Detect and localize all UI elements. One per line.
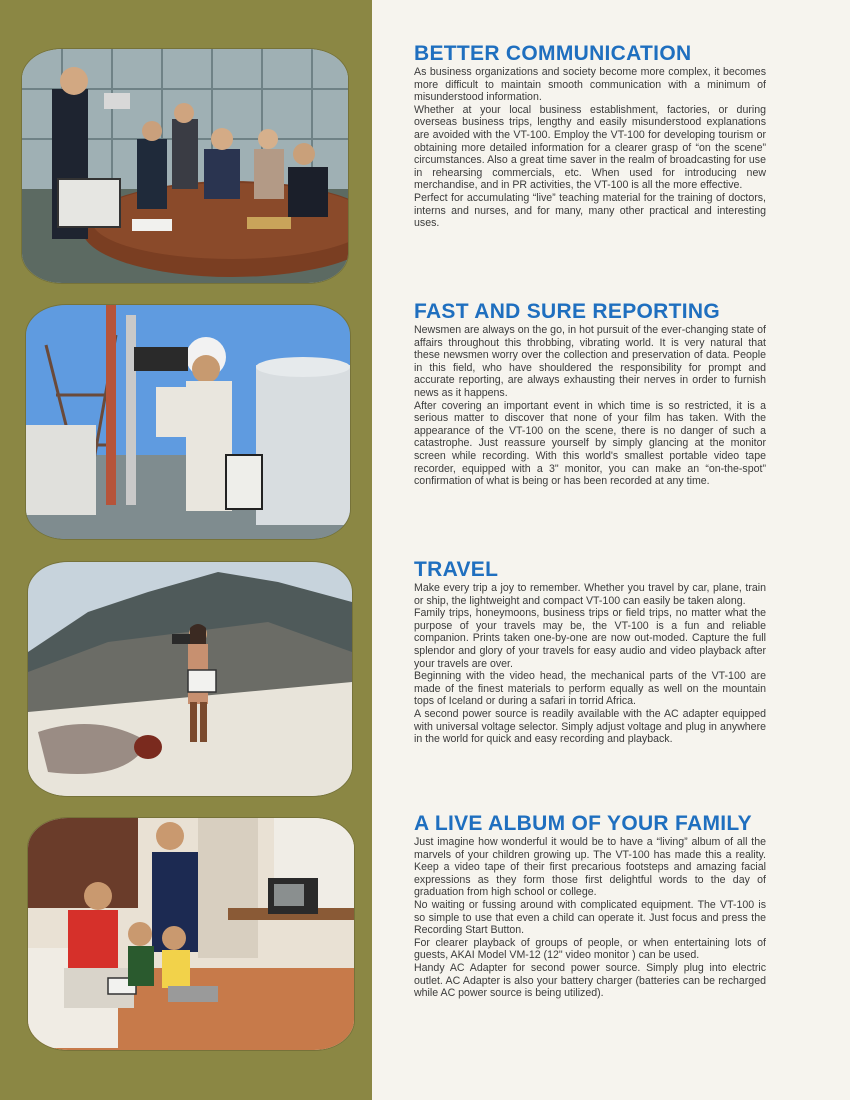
section-live-album <box>414 812 766 1000</box>
paragraph: No waiting or fussing around with complicated equipment. The VT-100 is so simple to use that even a child can operate it. Just focus and press the Recording Start Button. <box>414 898 766 937</box>
heading-fast-and-sure-reporting: FAST AND SURE REPORTING <box>414 300 720 323</box>
paragraph: Whether at your local business establishment, factories, or during overseas business trips, lengthy and easily misunderstood explanations are avoided with the VT-100. Employ the VT-100 for developing tourism or obtaining more detailed information for a clearer grasp of “on the scene” circumstances. Also a great time saver in the realm of broadcasting for use in rehearsing commercials, etc. When used for introducing new merchandise, and in PR activities, the VT-100 is all the more effective. <box>414 103 766 192</box>
paragraph: Newsmen are always on the go, in hot pursuit of the ever-changing state of affairs throughout this throbbing, vibrating world. It is very natural that these newsmen worry over the collection and preservation of data. People in this field, who have shouldered the responsibility for prompt and accurate reporting, are always exhausting their nerves in order to furnish news as it happens. <box>414 324 766 399</box>
photo-family-album <box>28 818 354 1050</box>
photo-travel-mountain <box>28 562 352 796</box>
photo-business-meeting <box>22 49 348 283</box>
heading-better-communication: BETTER COMMUNICATION <box>414 42 692 65</box>
paragraph: Perfect for accumulating “live” teaching material for the training of doctors, interns and nurses, and for many, many other practical and interesting uses. <box>414 191 766 230</box>
paragraph: Family trips, honeymoons, business trips or field trips, no matter what the purpose of your travels may be, the VT-100 is a fun and reliable companion. Prints taken one-by-one are now out-moded. Capture the full splendor and glory of your travels for easy audio and video playback after your travels are over. <box>414 607 766 670</box>
paragraph: A second power source is readily available with the AC adapter equipped with universal voltage selector. Simply adjust voltage and plug in anywhere in the world for quick and easy recording and playback. <box>414 707 766 746</box>
paragraph: Beginning with the video head, the mechanical parts of the VT-100 are made of the finest materials to perform equally as well on the mountain tops of Iceland or during a safari in torrid Africa. <box>414 670 766 708</box>
heading-travel: TRAVEL <box>414 558 499 581</box>
paragraph: Make every trip a joy to remember. Whether you travel by car, plane, train or ship, the lightweight and compact VT-100 can easily be taken along. <box>414 582 766 607</box>
heading-live-album: A LIVE ALBUM OF YOUR FAMILY <box>414 812 752 835</box>
paragraph: Just imagine how wonderful it would be to have a “living” album of all the marvels of your children growing up. The VT-100 has made this a reality. Keep a video tape of their first precarious footsteps and amazing facial expressions as they form those first delightful words to the day of graduation from high school or college. <box>414 836 766 899</box>
section-travel <box>414 558 766 746</box>
paragraph: Handy AC Adapter for second power source. Simply plug into electric outlet. AC Adapter is also your battery charger (batteries can be recharged while AC power source is being utilized). <box>414 961 766 1000</box>
section-better-communication <box>414 42 766 230</box>
photo-newsman-reporting <box>26 305 350 539</box>
paragraph: As business organizations and society become more complex, it becomes more difficult to maintain smooth communication with a minimum of misunderstood information. <box>414 66 766 104</box>
paragraph: For clearer playback of groups of people, or when entertaining lots of guests, AKAI Model VM-12 (12" video monitor ) can be used. <box>414 936 766 962</box>
section-fast-and-sure-reporting <box>414 300 766 488</box>
paragraph: After covering an important event in which time is so restricted, it is a serious matter to discover that none of your film has taken. With the appearance of the VT-100 on the scene, there is no danger of such a catastrophe. Just reassure yourself by simply glancing at the monitor screen while recording. With this world's smallest portable video tape recorder, equipped with a 3" monitor, you can make an “on-the-spot” confirmation of what is being or has been recorded at any time. <box>414 399 766 488</box>
